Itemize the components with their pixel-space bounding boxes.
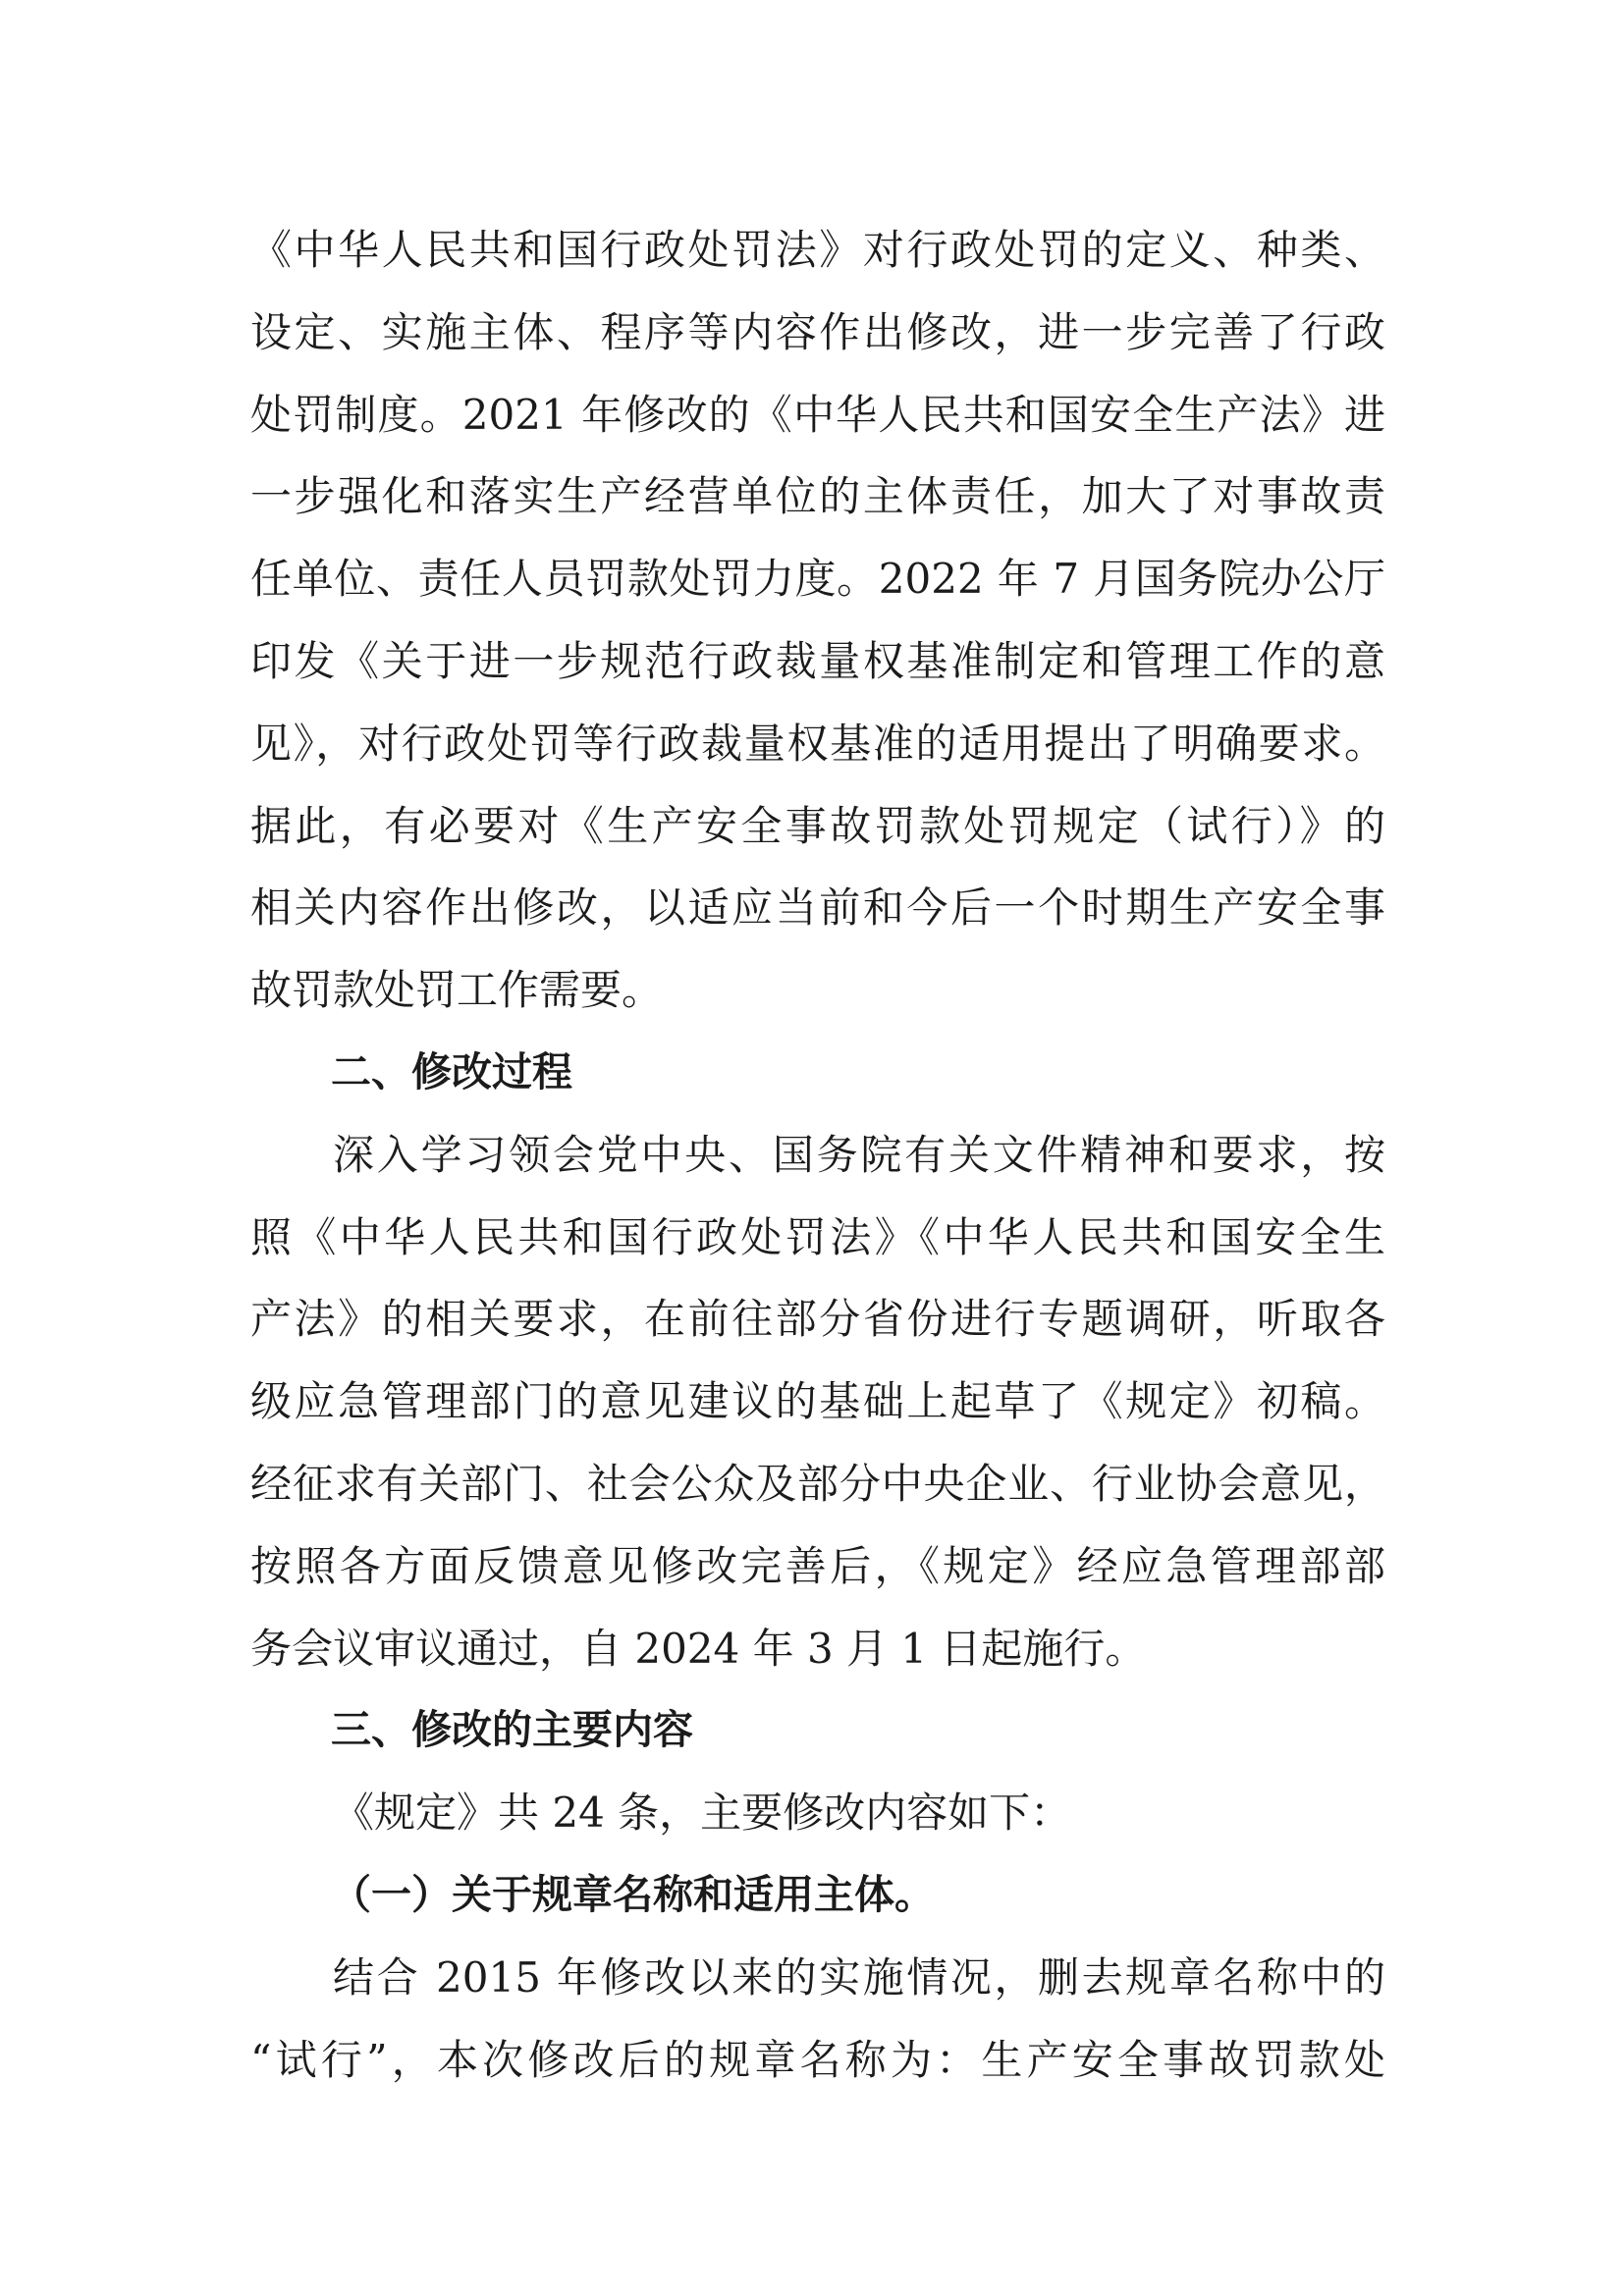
paragraph — [250, 1937, 1385, 2102]
text-line: 深入学习领会党中央、国务院有关文件精神和要求，按 — [333, 1130, 1385, 1179]
text-line: 务会议审议通过，自 2024 年 3 月 1 日起施行。 — [250, 1624, 1147, 1673]
document-body — [250, 209, 1385, 2101]
text-line: 据此，有必要对《生产安全事故罚款处罚规定（试行）》的 — [250, 801, 1385, 850]
text-line: 《规定》共 24 条，主要修改内容如下： — [333, 1789, 1072, 1838]
text-line: 相关内容作出修改，以适应当前和今后一个时期生产安全事 — [250, 883, 1385, 933]
text-line: 产法》的相关要求，在前往部分省份进行专题调研，听取各 — [250, 1295, 1385, 1344]
section-heading: 二、修改过程 — [331, 1047, 572, 1095]
text-line: 照《中华人民共和国行政处罚法》《中华人民共和国安全生 — [250, 1212, 1385, 1261]
section-heading: 三、修改的主要内容 — [331, 1706, 693, 1754]
text-line: 结合 2015 年修改以来的实施情况，删去规章名称中的 — [333, 1952, 1385, 2002]
text-line: 印发《关于进一步规范行政裁量权基准制定和管理工作的意 — [250, 636, 1385, 685]
paragraph — [250, 1772, 1385, 1854]
text-line: 设定、实施主体、程序等内容作出修改，进一步完善了行政 — [250, 307, 1385, 356]
text-line: 级应急管理部门的意见建议的基础上起草了《规定》初稿。 — [250, 1377, 1385, 1426]
text-line: “试行”，本次修改后的规章名称为：生产安全事故罚款处 — [250, 2035, 1385, 2084]
text-line: 《中华人民共和国行政处罚法》对行政处罚的定义、种类、 — [250, 226, 1385, 274]
subsection-heading: （一）关于规章名称和适用主体。 — [331, 1870, 935, 1918]
text-line: 经征求有关部门、社会公众及部分中央企业、行业协会意见， — [250, 1459, 1385, 1508]
paragraph — [250, 209, 1385, 1032]
text-line: 一步强化和落实生产经营单位的主体责任，加大了对事故责 — [250, 472, 1385, 521]
text-line: 处罚制度。2021 年修改的《中华人民共和国安全生产法》进 — [250, 390, 1385, 439]
text-line: 见》，对行政处罚等行政裁量权基准的适用提出了明确要求。 — [250, 719, 1385, 768]
paragraph — [250, 1114, 1385, 1690]
text-line: 故罚款处罚工作需要。 — [250, 966, 664, 1015]
text-line: 按照各方面反馈意见修改完善后，《规定》经应急管理部部 — [250, 1541, 1385, 1590]
text-line: 任单位、责任人员罚款处罚力度。2022 年 7 月国务院办公厅 — [250, 555, 1385, 604]
